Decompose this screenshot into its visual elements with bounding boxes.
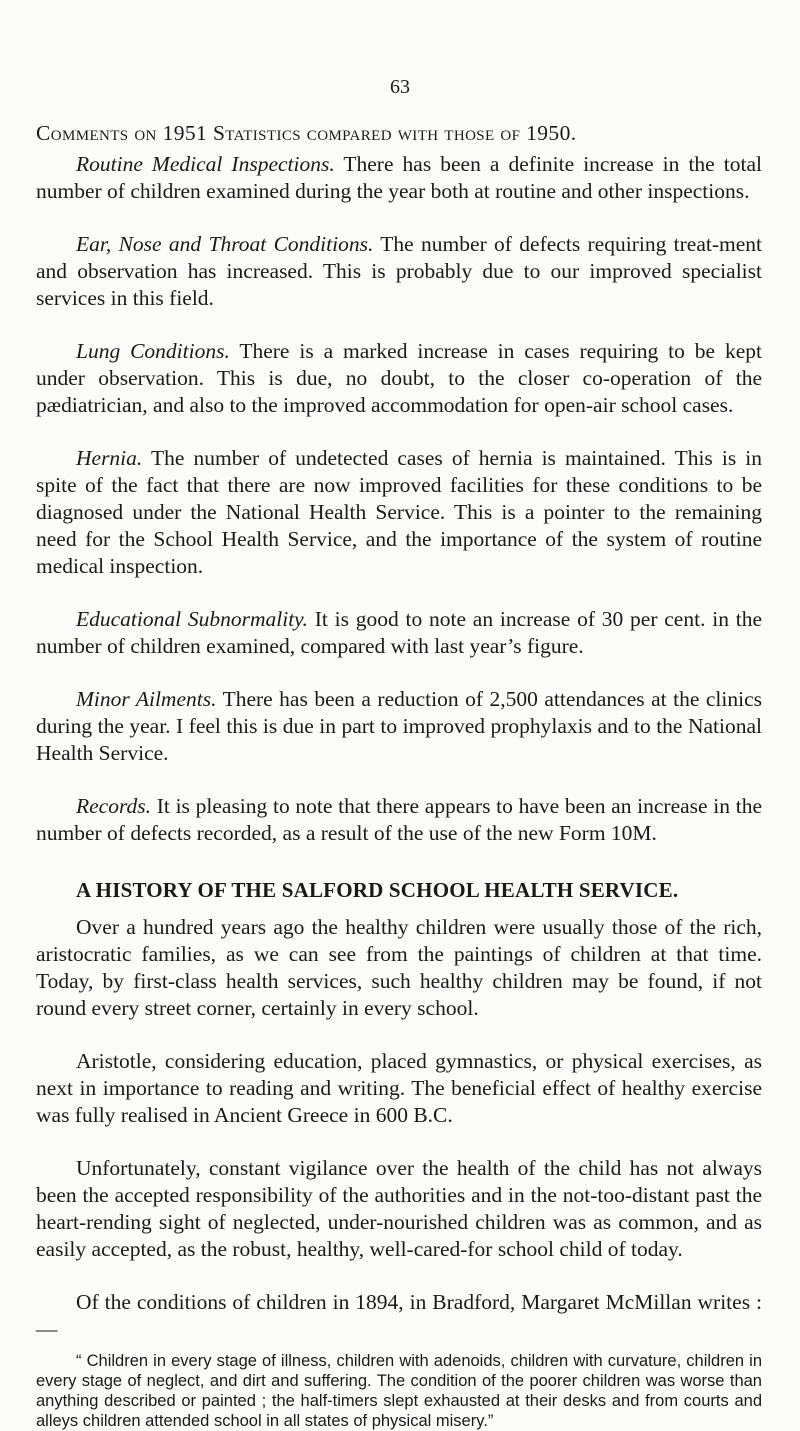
history-paragraph: Over a hundred years ago the healthy children were usually those of the rich, aristocratic families, as we can see from the paintings of children at that time. Today, by first-class health services, such healthy children may be found, if not round every street corner, certainly in every school. (36, 915, 762, 1020)
comment-records (36, 793, 762, 847)
page-number: 63 (390, 76, 410, 98)
comment-educational-subnormality (36, 606, 762, 660)
comment-text: There has been a reduction of 2,500 attendances at the clinics during the year. I feel this is due in part to improved prophylaxis and to the National Health Service. (36, 687, 762, 765)
comment-lung-conditions (36, 338, 762, 419)
comment-lead: Minor Ailments. (76, 687, 217, 711)
comment-lead: Educational Subnormality. (76, 607, 308, 631)
comment-text: There has been a definite increase in the total number of children examined during the year both at routine and other inspections. (36, 152, 762, 203)
comment-ear-nose-throat (36, 231, 762, 312)
comment-hernia (36, 445, 762, 580)
comment-text: It is pleasing to note that there appears to have been an increase in the number of defects recorded, as a result of the use of the new Form 10M. (36, 794, 762, 845)
comment-lead: Lung Conditions. (76, 339, 230, 363)
comment-text: It is good to note an increase of 30 per cent. in the number of children examined, compared with last year’s figure. (36, 607, 762, 658)
history-paragraph: Of the conditions of children in 1894, in Bradford, Margaret McMillan writes :— (36, 1290, 762, 1341)
comment-text: The number of undetected cases of hernia is maintained. This is in spite of the fact that there are now improved facilities for these conditions to be diagnosed under the National Health Service. This is a pointer to the remaining need for the School Health Service, and the importance of the system of routine medical inspection. (36, 446, 762, 578)
comment-lead: Routine Medical Inspections. (76, 152, 335, 176)
comment-minor-ailments (36, 686, 762, 767)
comment-routine-medical-inspections (36, 151, 762, 205)
page-content (36, 120, 762, 1431)
comment-text: The number of defects requiring treat-ment and observation has increased. This is probably due to our improved specialist services in this field. (36, 232, 763, 310)
comment-text: There is a marked increase in cases requiring to be kept under observation. This is due, no doubt, to the closer co-operation of the pædiatrician, and also to the improved accommodation for open-air school cases. (36, 339, 762, 417)
history-paragraph: Unfortunately, constant vigilance over the health of the child has not always been the accepted responsibility of the authorities and in the not-too-distant past the heart-rending sight of neglected, under-nourished children was as common, and as easily accepted, as the robust, healthy, well-cared-for school child of today. (36, 1156, 762, 1261)
history-paragraph: Aristotle, considering education, placed gymnastics, or physical exercises, as next in importance to reading and writing. The beneficial effect of healthy exercise was fully realised in Ancient Greece in 600 B.C. (36, 1049, 762, 1127)
comment-lead: Records. (76, 794, 152, 818)
mcmillan-quote: “ Children in every stage of illness, children with adenoids, children with curvature, children in every stage of neglect, and dirt and suffering. The condition of the poorer children was worse than anything described or painted ; the half-timers slept exhausted at their desks and from courts and alleys children attended school in all states of physical misery.” (36, 1352, 762, 1430)
history-heading: A HISTORY OF THE SALFORD SCHOOL HEALTH SERVICE. (76, 878, 679, 902)
comment-lead: Ear, Nose and Throat Conditions. (76, 232, 374, 256)
comments-heading: Comments on 1951 Statistics compared with those of 1950. (36, 121, 577, 145)
comment-lead: Hernia. (76, 446, 143, 470)
